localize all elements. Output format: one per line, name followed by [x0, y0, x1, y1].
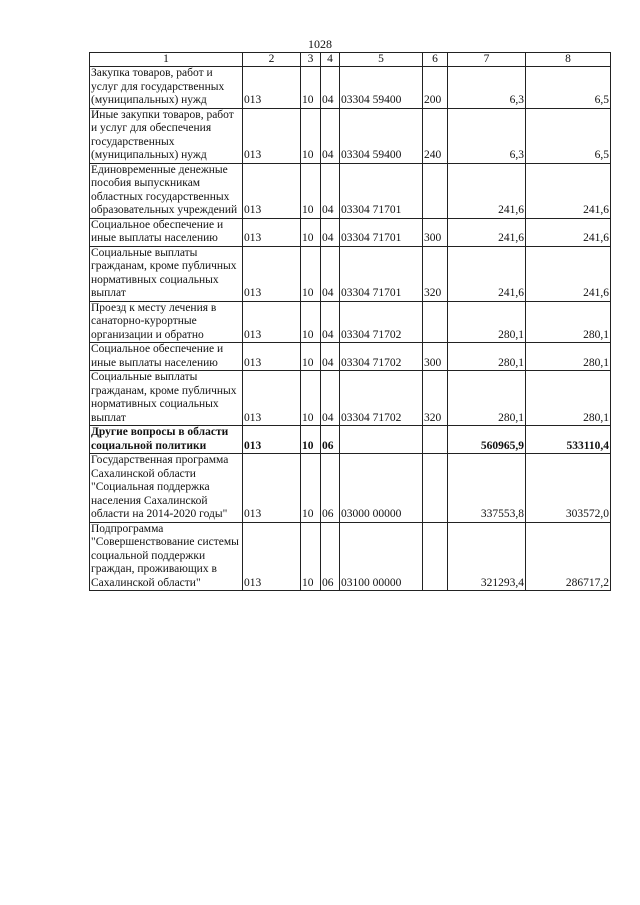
- row-target-article-cell: 03304 71701: [340, 246, 423, 301]
- row-target-article-cell: 03304 71701: [340, 218, 423, 246]
- row-amount-col8-cell: 6,5: [526, 67, 611, 109]
- row-amount-col8-cell: 280,1: [526, 371, 611, 426]
- row-amount-col8-cell: 241,6: [526, 218, 611, 246]
- row-subsection-cell: 04: [321, 163, 340, 218]
- row-subsection-cell: 06: [321, 454, 340, 523]
- table-row: [90, 67, 611, 109]
- header-row: [90, 53, 611, 67]
- table-row: [90, 343, 611, 371]
- page-number: 1028: [308, 37, 332, 51]
- row-code-cell: 013: [243, 246, 301, 301]
- row-code-cell: 013: [243, 426, 301, 454]
- row-subsection-cell: 04: [321, 67, 340, 109]
- table-row: [90, 426, 611, 454]
- row-amount-col7-cell: 241,6: [448, 218, 526, 246]
- row-code-cell: 013: [243, 67, 301, 109]
- row-amount-col8-cell: 241,6: [526, 246, 611, 301]
- row-code-cell: 013: [243, 454, 301, 523]
- row-code-cell: 013: [243, 163, 301, 218]
- row-section-cell: 10: [301, 301, 321, 343]
- row-amount-col7-cell: 6,3: [448, 67, 526, 109]
- column-header: 7: [448, 53, 526, 67]
- row-expense-type-cell: [423, 163, 448, 218]
- table-row: [90, 163, 611, 218]
- budget-table: [89, 52, 611, 591]
- column-header: 4: [321, 53, 340, 67]
- row-subsection-cell: 04: [321, 246, 340, 301]
- row-code-cell: 013: [243, 371, 301, 426]
- row-name-cell: Социальные выплаты гражданам, кроме публичных нормативных социальных выплат: [90, 371, 243, 426]
- column-header: 6: [423, 53, 448, 67]
- row-section-cell: 10: [301, 371, 321, 426]
- row-expense-type-cell: 320: [423, 371, 448, 426]
- row-target-article-cell: 03304 71702: [340, 371, 423, 426]
- row-amount-col7-cell: 241,6: [448, 246, 526, 301]
- row-amount-col8-cell: 286717,2: [526, 522, 611, 591]
- row-section-cell: 10: [301, 426, 321, 454]
- row-section-cell: 10: [301, 343, 321, 371]
- table-row: [90, 218, 611, 246]
- table-row: [90, 301, 611, 343]
- row-amount-col8-cell: 280,1: [526, 343, 611, 371]
- table-body: [90, 67, 611, 591]
- row-amount-col8-cell: 303572,0: [526, 454, 611, 523]
- row-subsection-cell: 06: [321, 426, 340, 454]
- row-section-cell: 10: [301, 67, 321, 109]
- row-code-cell: 013: [243, 343, 301, 371]
- row-name-cell: Другие вопросы в области социальной политики: [90, 426, 243, 454]
- row-name-cell: Подпрограмма "Совершенствование системы социальной поддержки граждан, проживающих в Сахалинской области": [90, 522, 243, 591]
- row-expense-type-cell: [423, 454, 448, 523]
- row-amount-col7-cell: 321293,4: [448, 522, 526, 591]
- row-name-cell: Социальное обеспечение и иные выплаты населению: [90, 218, 243, 246]
- row-amount-col7-cell: 280,1: [448, 301, 526, 343]
- row-subsection-cell: 04: [321, 343, 340, 371]
- row-amount-col7-cell: 560965,9: [448, 426, 526, 454]
- row-target-article-cell: [340, 426, 423, 454]
- row-amount-col7-cell: 280,1: [448, 343, 526, 371]
- column-header: 5: [340, 53, 423, 67]
- row-target-article-cell: 03304 71701: [340, 163, 423, 218]
- table-row: [90, 108, 611, 163]
- row-target-article-cell: 03100 00000: [340, 522, 423, 591]
- row-name-cell: Социальные выплаты гражданам, кроме публичных нормативных социальных выплат: [90, 246, 243, 301]
- column-header: 3: [301, 53, 321, 67]
- table-row: [90, 246, 611, 301]
- row-expense-type-cell: 320: [423, 246, 448, 301]
- row-code-cell: 013: [243, 522, 301, 591]
- row-expense-type-cell: [423, 522, 448, 591]
- row-subsection-cell: 04: [321, 301, 340, 343]
- row-name-cell: Социальное обеспечение и иные выплаты населению: [90, 343, 243, 371]
- row-section-cell: 10: [301, 246, 321, 301]
- row-target-article-cell: 03304 59400: [340, 108, 423, 163]
- row-amount-col7-cell: 241,6: [448, 163, 526, 218]
- row-expense-type-cell: 240: [423, 108, 448, 163]
- row-target-article-cell: 03304 71702: [340, 301, 423, 343]
- row-subsection-cell: 06: [321, 522, 340, 591]
- row-amount-col8-cell: 280,1: [526, 301, 611, 343]
- row-subsection-cell: 04: [321, 108, 340, 163]
- row-expense-type-cell: 300: [423, 218, 448, 246]
- row-expense-type-cell: 300: [423, 343, 448, 371]
- row-subsection-cell: 04: [321, 371, 340, 426]
- table-row: [90, 454, 611, 523]
- column-header: 8: [526, 53, 611, 67]
- row-amount-col7-cell: 337553,8: [448, 454, 526, 523]
- row-amount-col8-cell: 533110,4: [526, 426, 611, 454]
- row-name-cell: Государственная программа Сахалинской области "Социальная поддержка населения Сахалинской области на 2014-2020 годы": [90, 454, 243, 523]
- row-target-article-cell: 03304 71702: [340, 343, 423, 371]
- row-amount-col7-cell: 6,3: [448, 108, 526, 163]
- row-section-cell: 10: [301, 108, 321, 163]
- row-code-cell: 013: [243, 108, 301, 163]
- row-expense-type-cell: [423, 426, 448, 454]
- row-amount-col8-cell: 241,6: [526, 163, 611, 218]
- row-subsection-cell: 04: [321, 218, 340, 246]
- row-name-cell: Единовременные денежные пособия выпускникам областных государственных образовательных учреждений: [90, 163, 243, 218]
- row-section-cell: 10: [301, 454, 321, 523]
- row-section-cell: 10: [301, 218, 321, 246]
- row-name-cell: Проезд к месту лечения в санаторно-курортные организации и обратно: [90, 301, 243, 343]
- row-target-article-cell: 03000 00000: [340, 454, 423, 523]
- table-row: [90, 371, 611, 426]
- column-header: 2: [243, 53, 301, 67]
- row-code-cell: 013: [243, 218, 301, 246]
- row-section-cell: 10: [301, 163, 321, 218]
- row-amount-col7-cell: 280,1: [448, 371, 526, 426]
- table-row: [90, 522, 611, 591]
- row-target-article-cell: 03304 59400: [340, 67, 423, 109]
- row-name-cell: Иные закупки товаров, работ и услуг для обеспечения государственных (муниципальных) нужд: [90, 108, 243, 163]
- row-code-cell: 013: [243, 301, 301, 343]
- column-header: 1: [90, 53, 243, 67]
- row-expense-type-cell: 200: [423, 67, 448, 109]
- row-expense-type-cell: [423, 301, 448, 343]
- row-name-cell: Закупка товаров, работ и услуг для государственных (муниципальных) нужд: [90, 67, 243, 109]
- row-section-cell: 10: [301, 522, 321, 591]
- row-amount-col8-cell: 6,5: [526, 108, 611, 163]
